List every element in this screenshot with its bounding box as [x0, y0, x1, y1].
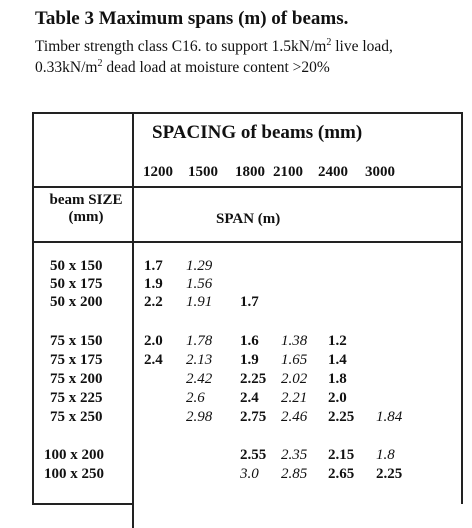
spacing-value: 1200 [143, 164, 173, 180]
span-value: 2.4 [240, 390, 259, 406]
span-value: 2.4 [144, 352, 163, 368]
span-value: 1.4 [328, 352, 347, 368]
span-value: 1.9 [240, 352, 259, 368]
span-value: 2.42 [186, 371, 213, 387]
span-value: 1.8 [376, 447, 395, 463]
beam-size-label: 50 x 200 [50, 294, 103, 310]
beam-size-label: 75 x 225 [50, 390, 103, 406]
beam-size-label: 50 x 175 [50, 276, 103, 292]
table-top-border [32, 112, 462, 114]
header-divider [32, 186, 462, 188]
span-value: 2.2 [144, 294, 163, 310]
span-value: 2.6 [186, 390, 205, 406]
span-value: 2.02 [281, 371, 308, 387]
span-value: 1.8 [328, 371, 347, 387]
span-value: 2.65 [328, 466, 355, 482]
span-value: 2.75 [240, 409, 267, 425]
spacing-value: 2100 [273, 164, 303, 180]
spacing-value: 1500 [188, 164, 218, 180]
span-value: 2.0 [328, 390, 347, 406]
span-value: 1.78 [186, 333, 213, 349]
column-divider [132, 112, 134, 528]
table-subtitle: Timber strength class C16. to support $1.5kN/m^2$ live load, $0.33kN/m^2$ dead load at moisture content >20% [35, 36, 393, 76]
span-value: 1.84 [376, 409, 403, 425]
span-value: 1.91 [186, 294, 213, 310]
span-value: 2.15 [328, 447, 355, 463]
span-value: 3.0 [240, 466, 259, 482]
span-value: 2.13 [186, 352, 213, 368]
span-value: 1.29 [186, 258, 213, 274]
spacing-value: 2400 [318, 164, 348, 180]
table-title: Table 3 Maximum spans (m) of beams. [35, 8, 349, 29]
beam-size-label: 75 x 200 [50, 371, 103, 387]
span-value: 1.7 [144, 258, 163, 274]
span-heading: SPAN (m) [216, 211, 281, 227]
beam-size-label: 100 x 250 [44, 466, 104, 482]
span-value: 2.25 [376, 466, 403, 482]
beam-size-label: 100 x 200 [44, 447, 104, 463]
span-value: 2.85 [281, 466, 308, 482]
spacing-value: 1800 [235, 164, 265, 180]
span-value: 1.56 [186, 276, 213, 292]
beam-size-label: 75 x 175 [50, 352, 103, 368]
spacing-value: 3000 [365, 164, 395, 180]
span-value: 1.7 [240, 294, 259, 310]
table-right-border [461, 112, 463, 504]
span-value: 2.25 [328, 409, 355, 425]
table-left-border [32, 112, 34, 504]
beam-size-heading: beam SIZE (mm) [49, 192, 123, 225]
span-value: 2.25 [240, 371, 267, 387]
span-value: 1.65 [281, 352, 308, 368]
span-value: 1.9 [144, 276, 163, 292]
beam-size-label: 75 x 150 [50, 333, 103, 349]
span-value: 2.0 [144, 333, 163, 349]
span-value: 1.38 [281, 333, 308, 349]
subheader-divider [32, 241, 462, 243]
span-value: 1.2 [328, 333, 347, 349]
spacing-heading: SPACING of beams (mm) [152, 122, 363, 143]
beam-size-label: 50 x 150 [50, 258, 103, 274]
beam-size-label: 75 x 250 [50, 409, 103, 425]
span-value: 2.35 [281, 447, 308, 463]
span-value: 2.46 [281, 409, 308, 425]
span-value: 2.21 [281, 390, 308, 406]
span-value: 2.98 [186, 409, 213, 425]
table-bottom-border-left [32, 503, 133, 505]
span-value: 1.6 [240, 333, 259, 349]
span-value: 2.55 [240, 447, 267, 463]
